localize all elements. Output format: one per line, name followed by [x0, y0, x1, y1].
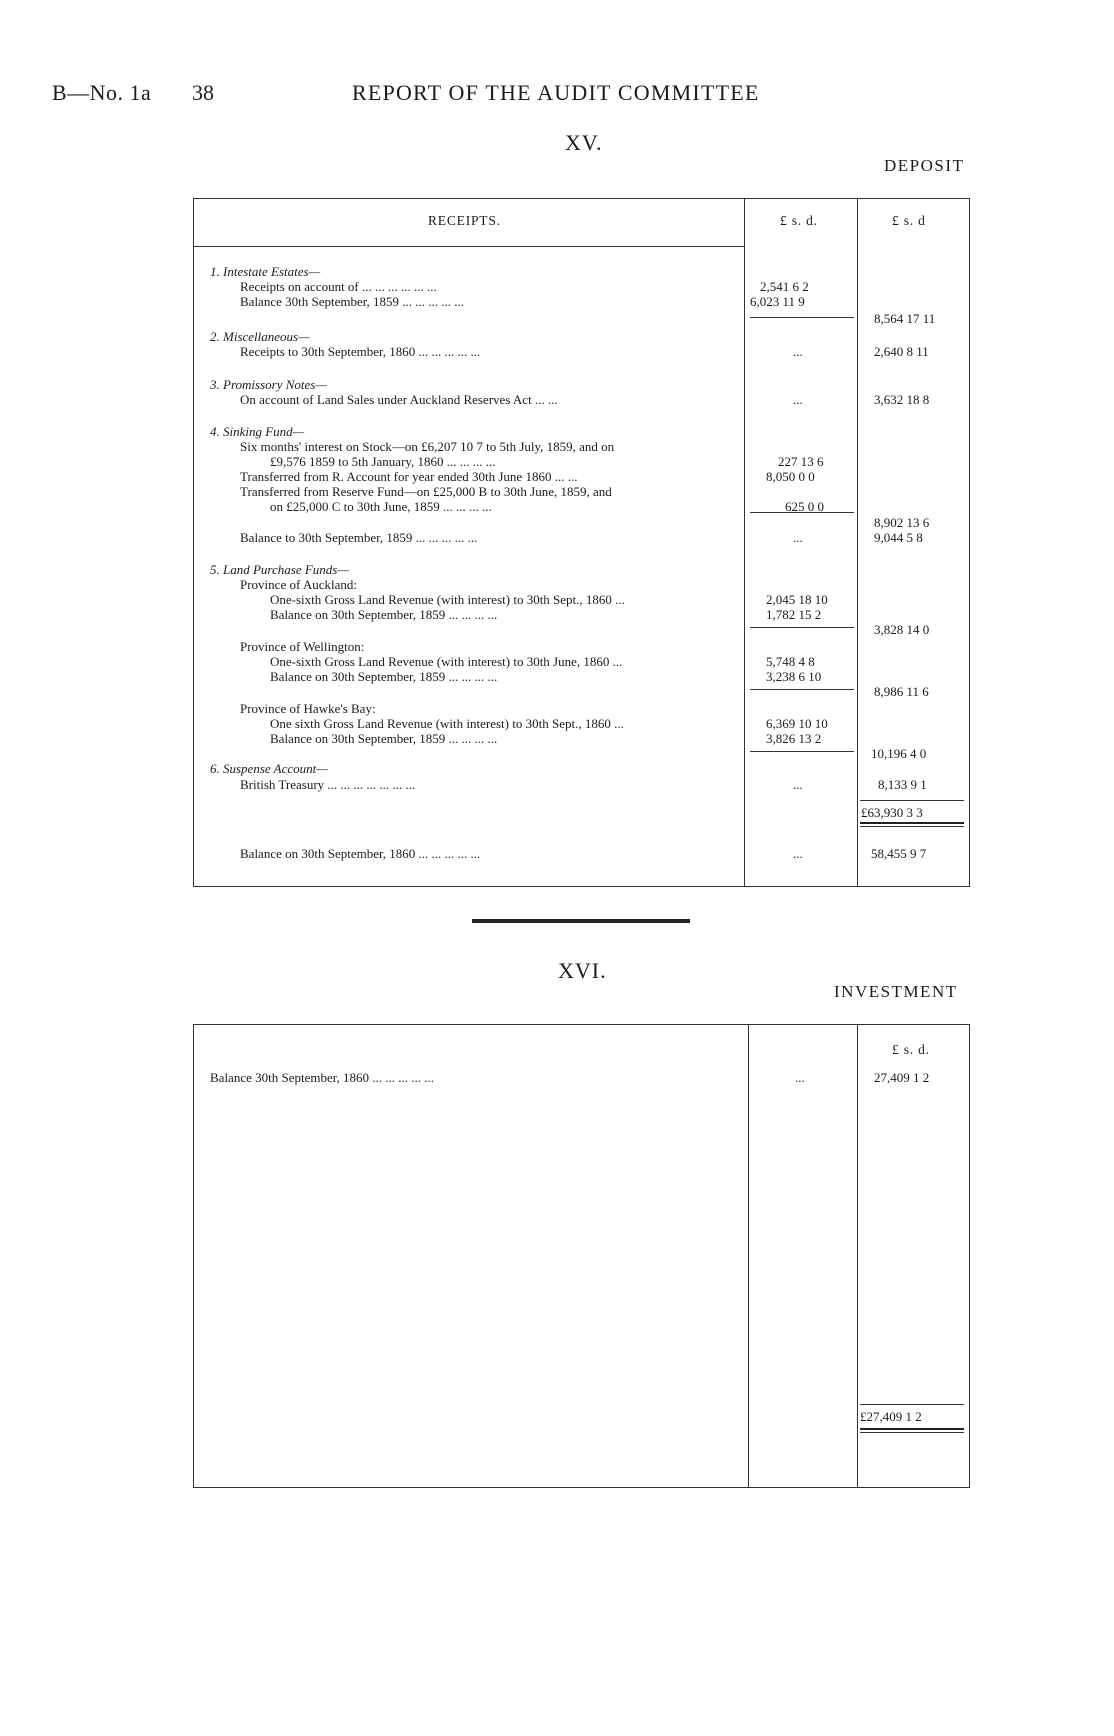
row-outer-amount: 27,409 1 2 [874, 1070, 930, 1085]
investment-outer-column-rule [857, 1024, 858, 1487]
row-outer-amount: 8,902 13 6 [874, 515, 930, 530]
row-outer-amount: 10,196 4 0 [871, 746, 927, 761]
receipts-column-header: RECEIPTS. [428, 213, 501, 228]
row-inner-amount: 8,050 0 0 [766, 469, 815, 484]
row-inner-amount: 5,748 4 8 [766, 654, 815, 669]
subtotal-rule [750, 751, 854, 752]
deposit-outer-column-rule [857, 198, 858, 886]
investment-total: £27,409 1 2 [860, 1409, 922, 1424]
total-double-rule [860, 1428, 964, 1430]
row-text: Province of Wellington: [240, 639, 365, 654]
row-inner-amount: ... [793, 344, 803, 359]
row-text: Balance on 30th September, 1859 ... ... ... ... [270, 607, 498, 622]
subtotal-rule [750, 317, 854, 318]
row-text: British Treasury ... ... ... ... ... ... ... [240, 777, 416, 792]
document-reference: B—No. 1a [52, 80, 152, 105]
row-inner-amount: 227 13 6 [778, 454, 824, 469]
row-inner-amount: 2,045 18 10 [766, 592, 828, 607]
row-inner-amount: ... [793, 846, 803, 861]
investment-table-frame [193, 1024, 970, 1488]
row-outer-amount: 2,640 8 11 [874, 344, 929, 359]
row-text: 1. Intestate Estates— [210, 264, 321, 279]
total-rule [860, 800, 964, 801]
row-outer-amount: 8,564 17 11 [874, 311, 936, 326]
total-double-rule [860, 826, 964, 827]
outer-units-header: £ s. d. [892, 1042, 930, 1057]
row-text: One-sixth Gross Land Revenue (with interest) to 30th Sept., 1860 ... [270, 592, 625, 607]
row-text: Transferred from Reserve Fund—on £25,000 B to 30th June, 1859, and [240, 484, 612, 499]
row-inner-amount: 6,023 11 9 [750, 294, 805, 309]
row-inner-amount: 2,541 6 2 [760, 279, 809, 294]
row-text: Balance on 30th September, 1860 ... ... ... ... ... [240, 846, 481, 861]
row-text: 4. Sinking Fund— [210, 424, 305, 439]
row-inner-amount: 3,238 6 10 [766, 669, 822, 684]
row-inner-amount: 1,782 15 2 [766, 607, 822, 622]
row-outer-amount: 3,828 14 0 [874, 622, 930, 637]
page-number: 38 [192, 80, 214, 105]
total-double-rule [860, 1432, 964, 1433]
row-text: One sixth Gross Land Revenue (with interest) to 30th Sept., 1860 ... [270, 716, 624, 731]
row-text: on £25,000 C to 30th June, 1859 ... ... ... ... [270, 499, 492, 514]
row-text: Province of Auckland: [240, 577, 357, 592]
total-double-rule [860, 822, 964, 824]
section-xvi-account-title: INVESTMENT [834, 982, 958, 1001]
deposit-inner-column-rule [744, 198, 745, 886]
row-text: 3. Promissory Notes— [210, 377, 327, 392]
section-xv-numeral: XV. [565, 130, 603, 155]
row-inner-amount: 625 0 0 [785, 499, 824, 514]
row-inner-amount: ... [793, 392, 803, 407]
subtotal-rule [750, 689, 854, 690]
row-text: Six months' interest on Stock—on £6,207 10 7 to 5th July, 1859, and on [240, 439, 615, 454]
section-xvi-numeral: XVI. [558, 958, 607, 983]
row-text: Balance on 30th September, 1859 ... ... ... ... [270, 731, 498, 746]
row-inner-amount: ... [795, 1070, 805, 1085]
row-text: £9,576 1859 to 5th January, 1860 ... ... ... ... [270, 454, 496, 469]
deposit-header-rule [193, 246, 745, 247]
row-outer-amount: 8,133 9 1 [878, 777, 927, 792]
row-inner-amount: 3,826 13 2 [766, 731, 822, 746]
investment-inner-column-rule [748, 1024, 749, 1487]
row-text: Balance to 30th September, 1859 ... ... ... ... ... [240, 530, 478, 545]
section-divider [472, 919, 690, 923]
subtotal-rule [750, 627, 854, 628]
row-text: Balance 30th September, 1859 ... ... ... ... ... [240, 294, 465, 309]
deposit-grand-total: £63,930 3 3 [861, 805, 923, 820]
page-title: REPORT OF THE AUDIT COMMITTEE [352, 80, 760, 105]
row-text: Balance 30th September, 1860 ... ... ... ... ... [210, 1070, 435, 1085]
row-outer-amount: 9,044 5 8 [874, 530, 923, 545]
row-text: Receipts to 30th September, 1860 ... ... ... ... ... [240, 344, 481, 359]
inner-units-header: £ s. d. [780, 213, 818, 228]
row-inner-amount: ... [793, 530, 803, 545]
total-rule [860, 1404, 964, 1405]
row-text: On account of Land Sales under Auckland Reserves Act ... ... [240, 392, 558, 407]
row-text: 5. Land Purchase Funds— [210, 562, 349, 577]
outer-units-header: £ s. d [892, 213, 926, 228]
row-inner-amount: ... [793, 777, 803, 792]
row-text: Province of Hawke's Bay: [240, 701, 376, 716]
row-text: Balance on 30th September, 1859 ... ... ... ... [270, 669, 498, 684]
row-outer-amount: 58,455 9 7 [871, 846, 927, 861]
row-text: 2. Miscellaneous— [210, 329, 310, 344]
row-text: Receipts on account of ... ... ... ... ... ... [240, 279, 437, 294]
row-outer-amount: 8,986 11 6 [874, 684, 929, 699]
section-xv-account-title: DEPOSIT [884, 156, 965, 175]
row-text: 6. Suspense Account— [210, 761, 328, 776]
row-outer-amount: 3,632 18 8 [874, 392, 930, 407]
row-inner-amount: 6,369 10 10 [766, 716, 828, 731]
row-text: One-sixth Gross Land Revenue (with interest) to 30th June, 1860 ... [270, 654, 623, 669]
row-text: Transferred from R. Account for year ended 30th June 1860 ... ... [240, 469, 578, 484]
